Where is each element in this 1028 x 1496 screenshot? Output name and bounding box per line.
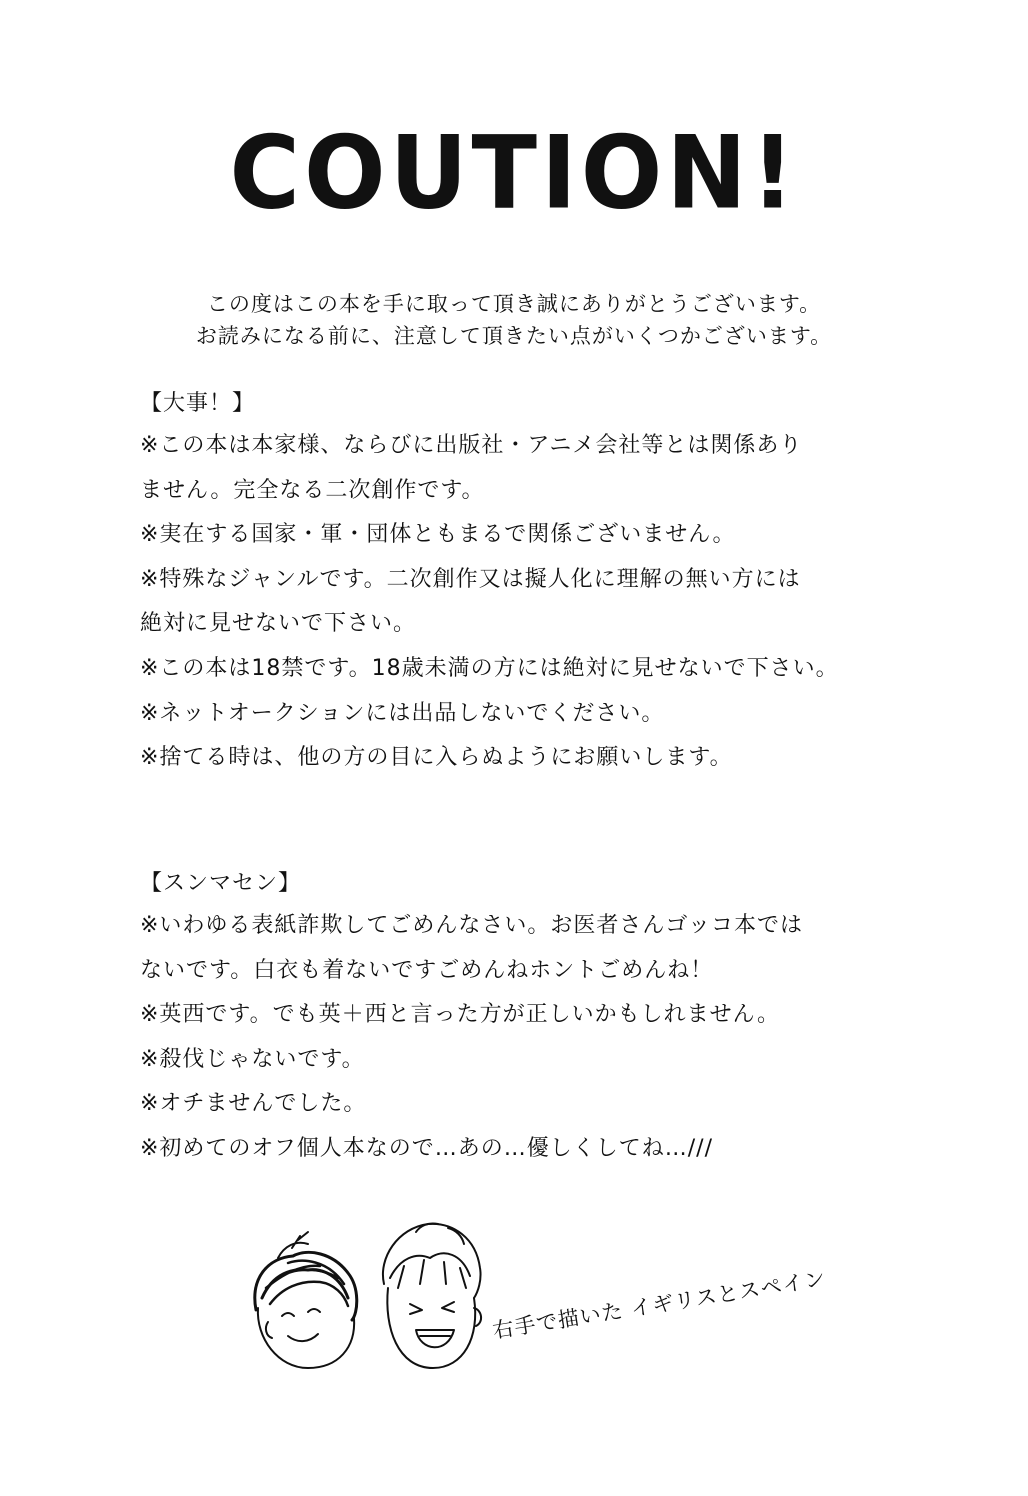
section-heading: 【スンマセン】 [140, 871, 302, 896]
notice-line: ※捨てる時は、他の方の目に入らぬようにお願いします。 [140, 745, 733, 771]
intro-text [0, 288, 1028, 352]
notice-line: ※特殊なジャンルです。二次創作又は擬人化に理解の無い方には [140, 566, 801, 592]
notice-line: ※この本は本家様、ならびに出版社・アニメ会社等とは関係あり [140, 433, 803, 458]
section-heading: 【大事！】 [140, 391, 256, 416]
notice-line: ※この本は18禁です。18歳未満の方には絶対に見せないで下さい。 [140, 655, 839, 681]
notice-line: ※初めてのオフ個人本なので…あの…優しくしてね…/// [140, 1135, 714, 1161]
section-important [140, 384, 900, 781]
right-mouth [416, 1330, 454, 1347]
right-eye [442, 1302, 454, 1312]
notice-line: ※オチませんでした。 [140, 1091, 367, 1117]
notice-line: ※英西です。でも英＋西と言った方が正しいかもしれません。 [140, 1002, 780, 1028]
doodle-illustration [248, 1218, 828, 1378]
right-eye [410, 1304, 422, 1314]
section-sorry [140, 864, 900, 1172]
intro-line: お読みになる前に、注意して頂きたい点がいくつかございます。 [195, 324, 833, 348]
left-eye [308, 1309, 320, 1312]
notice-line: ません。完全なる二次創作です。 [140, 477, 485, 503]
notice-line: 絶対に見せないで下さい。 [140, 611, 417, 637]
left-mouth [288, 1334, 318, 1341]
page-title: COUTION! [229, 114, 799, 232]
notice-line: ※ネットオークションには出品しないでください。 [140, 700, 665, 726]
doodle-drawing [248, 1218, 828, 1378]
intro-line: この度はこの本を手に取って頂き誠にありがとうございます。 [206, 292, 822, 316]
notice-line: ないです。白衣も着ないですごめんねホントごめんね！ [140, 957, 714, 983]
doodle-caption: 右手で描いた イギリスとスペイン [491, 1266, 828, 1343]
right-face-outline [387, 1288, 475, 1368]
notice-line: ※いわゆる表紙詐欺してごめんなさい。お医者さんゴッコ本では [140, 913, 803, 938]
notice-line: ※実在する国家・軍・団体ともまるで関係ございません。 [140, 522, 736, 548]
notice-line: ※殺伐じゃないです。 [140, 1046, 365, 1072]
left-eye [282, 1313, 294, 1316]
